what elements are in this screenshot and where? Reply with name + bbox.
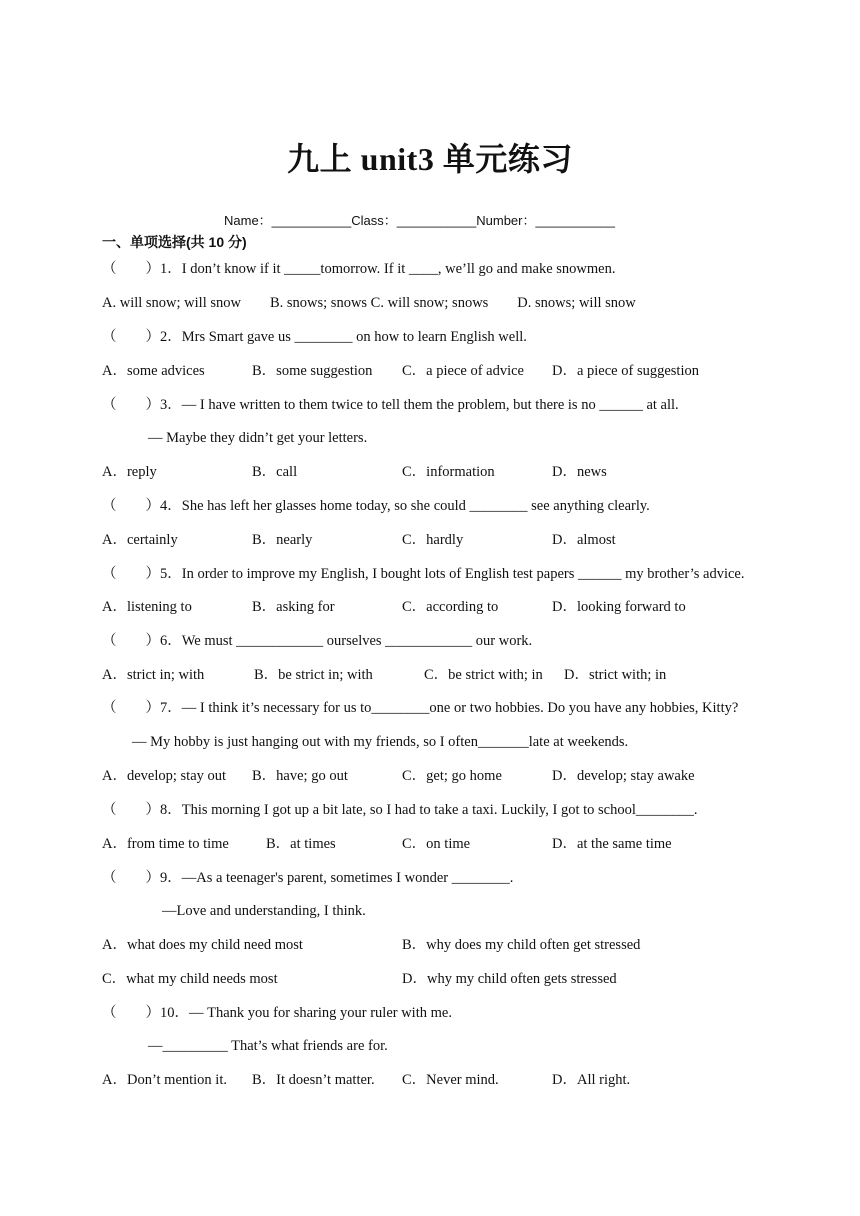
option-b: B．call <box>252 464 298 480</box>
question-3-stem: （ ）3．— I have written to them twice to tell them the problem, but there is no ______ at all. <box>102 397 679 413</box>
option-b: B．be strict in; with <box>254 667 373 683</box>
question-5-options <box>0 597 860 617</box>
option-d: D．strict with; in <box>564 667 667 683</box>
option-b: B．It doesn’t matter. <box>252 1072 375 1088</box>
question-3-options <box>0 462 860 482</box>
question-7-reply: — My hobby is just hanging out with my friends, so I often_______late at weekends. <box>132 734 629 750</box>
question-4-options <box>0 530 860 550</box>
question-4-stem: （ ）4．She has left her glasses home today, so she could ________ see anything clearly. <box>102 498 650 514</box>
option-c: C．a piece of advice <box>402 363 524 379</box>
option-d: D．develop; stay awake <box>552 768 695 784</box>
option-b: B．why does my child often get stressed <box>402 937 641 953</box>
option-c: C．according to <box>402 599 499 615</box>
option-d: D．almost <box>552 532 616 548</box>
question-2-options <box>0 361 860 381</box>
question-6-options <box>0 665 860 685</box>
option-d: D．at the same time <box>552 836 672 852</box>
option-a: A．Don’t mention it. <box>102 1072 227 1088</box>
option-a: A．develop; stay out <box>102 768 227 784</box>
question-3-reply: — Maybe they didn’t get your letters. <box>148 430 368 446</box>
option-a: A．what does my child need most <box>102 937 303 953</box>
option-c: C．get; go home <box>402 768 502 784</box>
question-6-stem: （ ）6．We must ____________ ourselves ____________ our work. <box>102 633 533 649</box>
option-a: A．certainly <box>102 532 178 548</box>
question-7-options <box>0 766 860 786</box>
option-b: B．asking for <box>252 599 335 615</box>
option-a: A．some advices <box>102 363 205 379</box>
option-a: A．strict in; with <box>102 667 205 683</box>
student-info-line: Name：___________Class：___________Number：___________ <box>224 213 616 228</box>
question-9-options-row2 <box>0 969 860 989</box>
section-heading: 一、单项选择(共 10 分) <box>102 234 247 250</box>
option-d: D．news <box>552 464 607 480</box>
option-c: C．on time <box>402 836 471 852</box>
question-9-reply: —Love and understanding, I think. <box>162 903 366 919</box>
question-8-stem: （ ）8．This morning I got up a bit late, so I had to take a taxi. Luckily, I got to school________. <box>102 802 698 818</box>
option-a: A．reply <box>102 464 157 480</box>
option-d: D．a piece of suggestion <box>552 363 699 379</box>
option-d: D．looking forward to <box>552 599 686 615</box>
question-9-stem: （ ）9．—As a teenager's parent, sometimes I wonder ________. <box>102 870 514 886</box>
question-10-reply: —_________ That’s what friends are for. <box>148 1038 388 1054</box>
option-b: B．some suggestion <box>252 363 373 379</box>
option-b: B．nearly <box>252 532 313 548</box>
option-c: C．information <box>402 464 495 480</box>
option-d: D．All right. <box>552 1072 631 1088</box>
option-b: B．at times <box>266 836 336 852</box>
question-7-stem: （ ）7．— I think it’s necessary for us to________one or two hobbies. Do you have any hobbies, Kitty? <box>102 700 739 716</box>
question-10-stem: （ ）10．— Thank you for sharing your ruler with me. <box>102 1005 452 1021</box>
question-5-stem: （ ）5．In order to improve my English, I bought lots of English test papers ______ my brother’s advice. <box>102 566 745 582</box>
option-a: A．from time to time <box>102 836 229 852</box>
option-c: C．what my child needs most <box>102 971 278 987</box>
option-c: C．Never mind. <box>402 1072 499 1088</box>
question-8-options <box>0 834 860 854</box>
question-2-stem: （ ）2．Mrs Smart gave us ________ on how to learn English well. <box>102 329 527 345</box>
option-c: C．be strict with; in <box>424 667 543 683</box>
question-9-options-row1 <box>0 935 860 955</box>
option-c: C．hardly <box>402 532 464 548</box>
option-b: B．have; go out <box>252 768 348 784</box>
question-1-stem: （ ）1．I don’t know if it _____tomorrow. If it ____, we’ll go and make snowmen. <box>102 261 616 277</box>
question-1-options: A. will snow; will snow B. snows; snows C. will snow; snows D. snows; will snow <box>102 295 636 311</box>
option-d: D．why my child often gets stressed <box>402 971 617 987</box>
question-10-options <box>0 1070 860 1090</box>
option-a: A．listening to <box>102 599 192 615</box>
page-title: 九上 unit3 单元练习 <box>287 141 573 177</box>
